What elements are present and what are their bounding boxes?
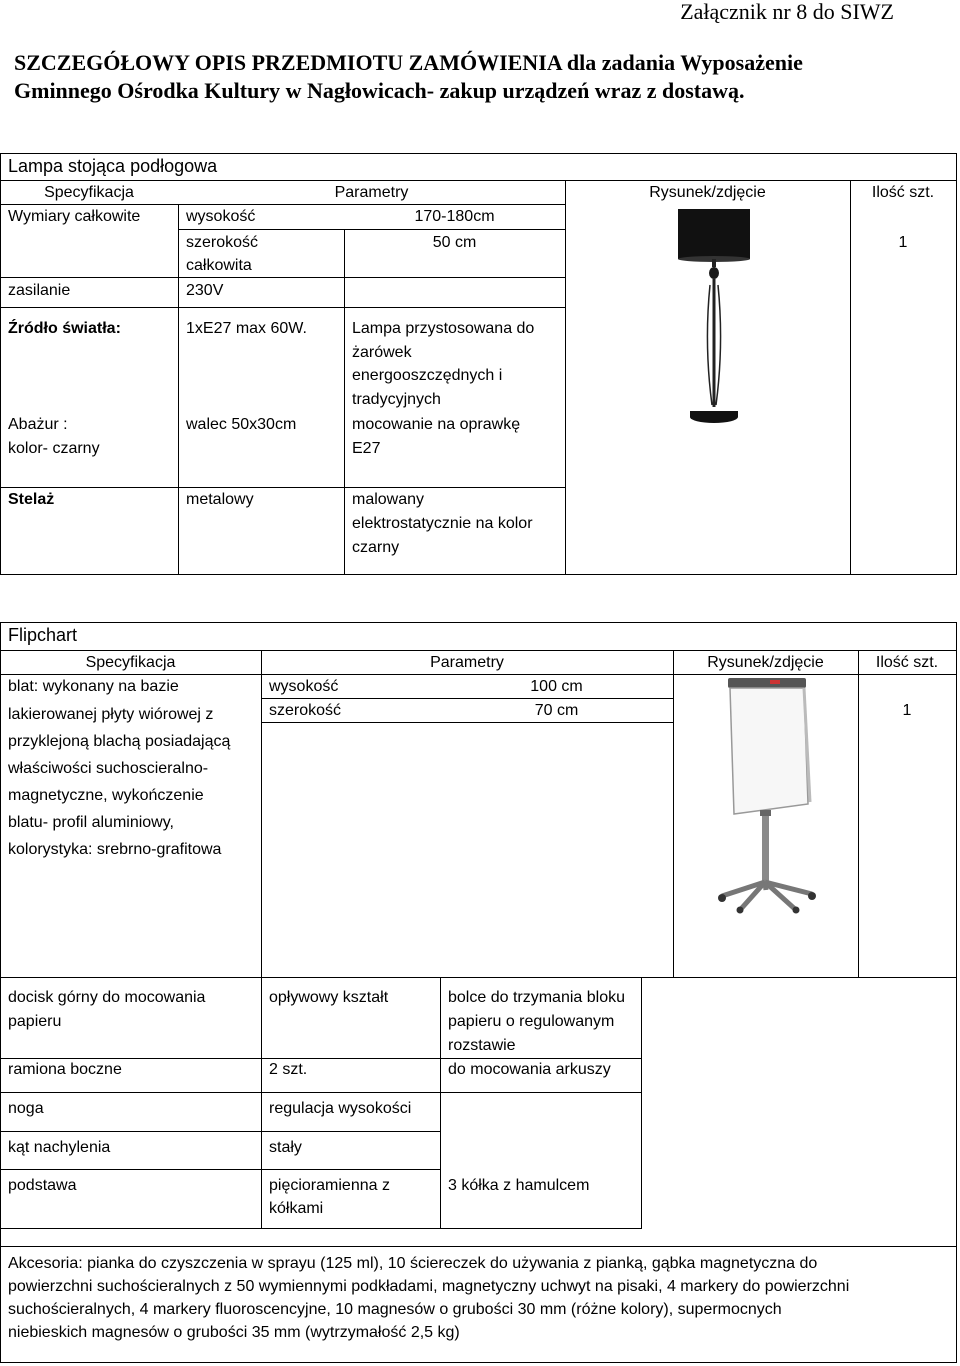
flipchart-base-note: 3 kółka z hamulcem	[448, 1177, 590, 1194]
lamp-col-spec: Specyfikacja	[44, 184, 134, 201]
flipchart-accessories-2: powierzchni suchościeralnych z 50 wymiennymi podkładami, magnetyczny uchwyt na pisaki, 4 markery do powierzchni	[8, 1278, 850, 1295]
flipchart-clamp-note-2: papieru o regulowanym	[448, 1013, 615, 1030]
lamp-power-value: 230V	[186, 282, 224, 299]
flipchart-tilt-label: kąt nachylenia	[8, 1139, 111, 1156]
lamp-col-image: Rysunek/zdjęcie	[649, 184, 766, 201]
flipchart-col-qty: Ilość szt.	[875, 654, 939, 671]
lamp-light-note-1: Lampa przystosowana do	[352, 320, 535, 337]
flipchart-leg-label: noga	[8, 1100, 44, 1117]
lamp-title: Lampa stojąca podłogowa	[8, 156, 218, 176]
flipchart-board-desc-6: blatu- profil aluminiowy,	[8, 814, 174, 831]
lamp-height-label: wysokość	[186, 208, 256, 225]
lamp-power-label: zasilanie	[8, 282, 71, 299]
flipchart-board-desc-4: właściwości suchoscieralno-	[8, 760, 209, 777]
flipchart-accessories-3: suchościeralnych, 4 markery fluoroscencyjne, 10 magnesów o grubości 30 mm (różne kolory), supermocnych	[8, 1301, 782, 1318]
lamp-width-label-2: całkowita	[186, 257, 252, 274]
flipchart-image	[700, 674, 840, 914]
flipchart-accessories-1: Akcesoria: pianka do czyszczenia w sprayu (125 ml), 10 ściereczek do używania z pianką, gąbka magnetyczna do	[8, 1255, 818, 1272]
lamp-shade-note-1: mocowanie na oprawkę	[352, 416, 521, 433]
lamp-frame-note-1: malowany	[352, 491, 425, 508]
flipchart-width-value: 70 cm	[534, 702, 579, 719]
flipchart-board-desc-2: lakierowanej płyty wiórowej z	[8, 706, 214, 723]
flipchart-board-desc-3: przyklejoną blachą posiadającą	[8, 733, 231, 750]
lamp-frame-label: Stelaż	[8, 491, 55, 508]
flipchart-height-label: wysokość	[269, 678, 339, 695]
flipchart-arms-label: ramiona boczne	[8, 1061, 122, 1078]
flipchart-arms-value: 2 szt.	[269, 1061, 308, 1078]
lamp-light-label: Źródło światła:	[8, 320, 121, 337]
lamp-light-note-2: żarówek	[352, 344, 412, 361]
lamp-col-qty: Ilość szt.	[871, 184, 935, 201]
flipchart-clamp-label-1: docisk górny do mocowania	[8, 989, 206, 1006]
flipchart-base-value-2: kółkami	[269, 1200, 324, 1217]
flipchart-base-value-1: pięcioramienna z	[269, 1177, 390, 1194]
flipchart-base-label: podstawa	[8, 1177, 77, 1194]
lamp-shade-value: walec 50x30cm	[186, 416, 297, 433]
flipchart-tilt-value: stały	[269, 1139, 302, 1156]
flipchart-clamp-note-1: bolce do trzymania bloku	[448, 989, 625, 1006]
flipchart-title: Flipchart	[8, 625, 78, 645]
flipchart-board-desc-5: magnetyczne, wykończenie	[8, 787, 204, 804]
flipchart-col-image: Rysunek/zdjęcie	[707, 654, 824, 671]
attachment-label: Załącznik nr 8 do SIWZ	[680, 0, 894, 24]
flipchart-quantity: 1	[902, 702, 912, 719]
lamp-shade-label-1: Abażur :	[8, 416, 68, 433]
flipchart-clamp-label-2: papieru	[8, 1013, 62, 1030]
lamp-dims-label: Wymiary całkowite	[8, 208, 141, 225]
flipchart-clamp-value: opływowy kształt	[269, 989, 389, 1006]
lamp-col-params: Parametry	[334, 184, 409, 201]
lamp-width-value: 50 cm	[432, 234, 477, 251]
lamp-shade-note-2: E27	[352, 440, 381, 457]
document-title-line2: Gminnego Ośrodka Kultury w Nagłowicach- zakup urządzeń wraz z dostawą.	[14, 78, 745, 103]
lamp-light-value: 1xE27 max 60W.	[186, 320, 307, 337]
lamp-frame-note-3: czarny	[352, 539, 400, 556]
lamp-width-label-1: szerokość	[186, 234, 259, 251]
lamp-quantity: 1	[898, 234, 908, 251]
flipchart-leg-value: regulacja wysokości	[269, 1100, 412, 1117]
flipchart-height-value: 100 cm	[530, 678, 583, 695]
lamp-height-value: 170-180cm	[414, 208, 495, 225]
document-title-line1: SZCZEGÓŁOWY OPIS PRZEDMIOTU ZAMÓWIENIA dla zadania Wyposażenie	[14, 50, 803, 75]
lamp-shade-label-2: kolor- czarny	[8, 440, 100, 457]
flipchart-clamp-note-3: rozstawie	[448, 1037, 516, 1054]
lamp-frame-value: metalowy	[186, 491, 254, 508]
flipchart-board-desc-7: kolorystyka: srebrno-grafitowa	[8, 841, 222, 858]
flipchart-col-params: Parametry	[430, 654, 504, 671]
lamp-light-note-4: tradycyjnych	[352, 391, 441, 408]
floor-lamp-image	[660, 205, 770, 435]
lamp-light-note-3: energooszczędnych i	[352, 367, 503, 384]
flipchart-accessories-4: niebieskich magnesów o grubości 35 mm (wytrzymałość 2,5 kg)	[8, 1324, 460, 1341]
flipchart-width-label: szerokość	[269, 702, 342, 719]
flipchart-board-desc-1: blat: wykonany na bazie	[8, 678, 179, 695]
flipchart-col-spec: Specyfikacja	[85, 654, 176, 671]
flipchart-arms-note: do mocowania arkuszy	[448, 1061, 611, 1078]
lamp-frame-note-2: elektrostatycznie na kolor	[352, 515, 533, 532]
